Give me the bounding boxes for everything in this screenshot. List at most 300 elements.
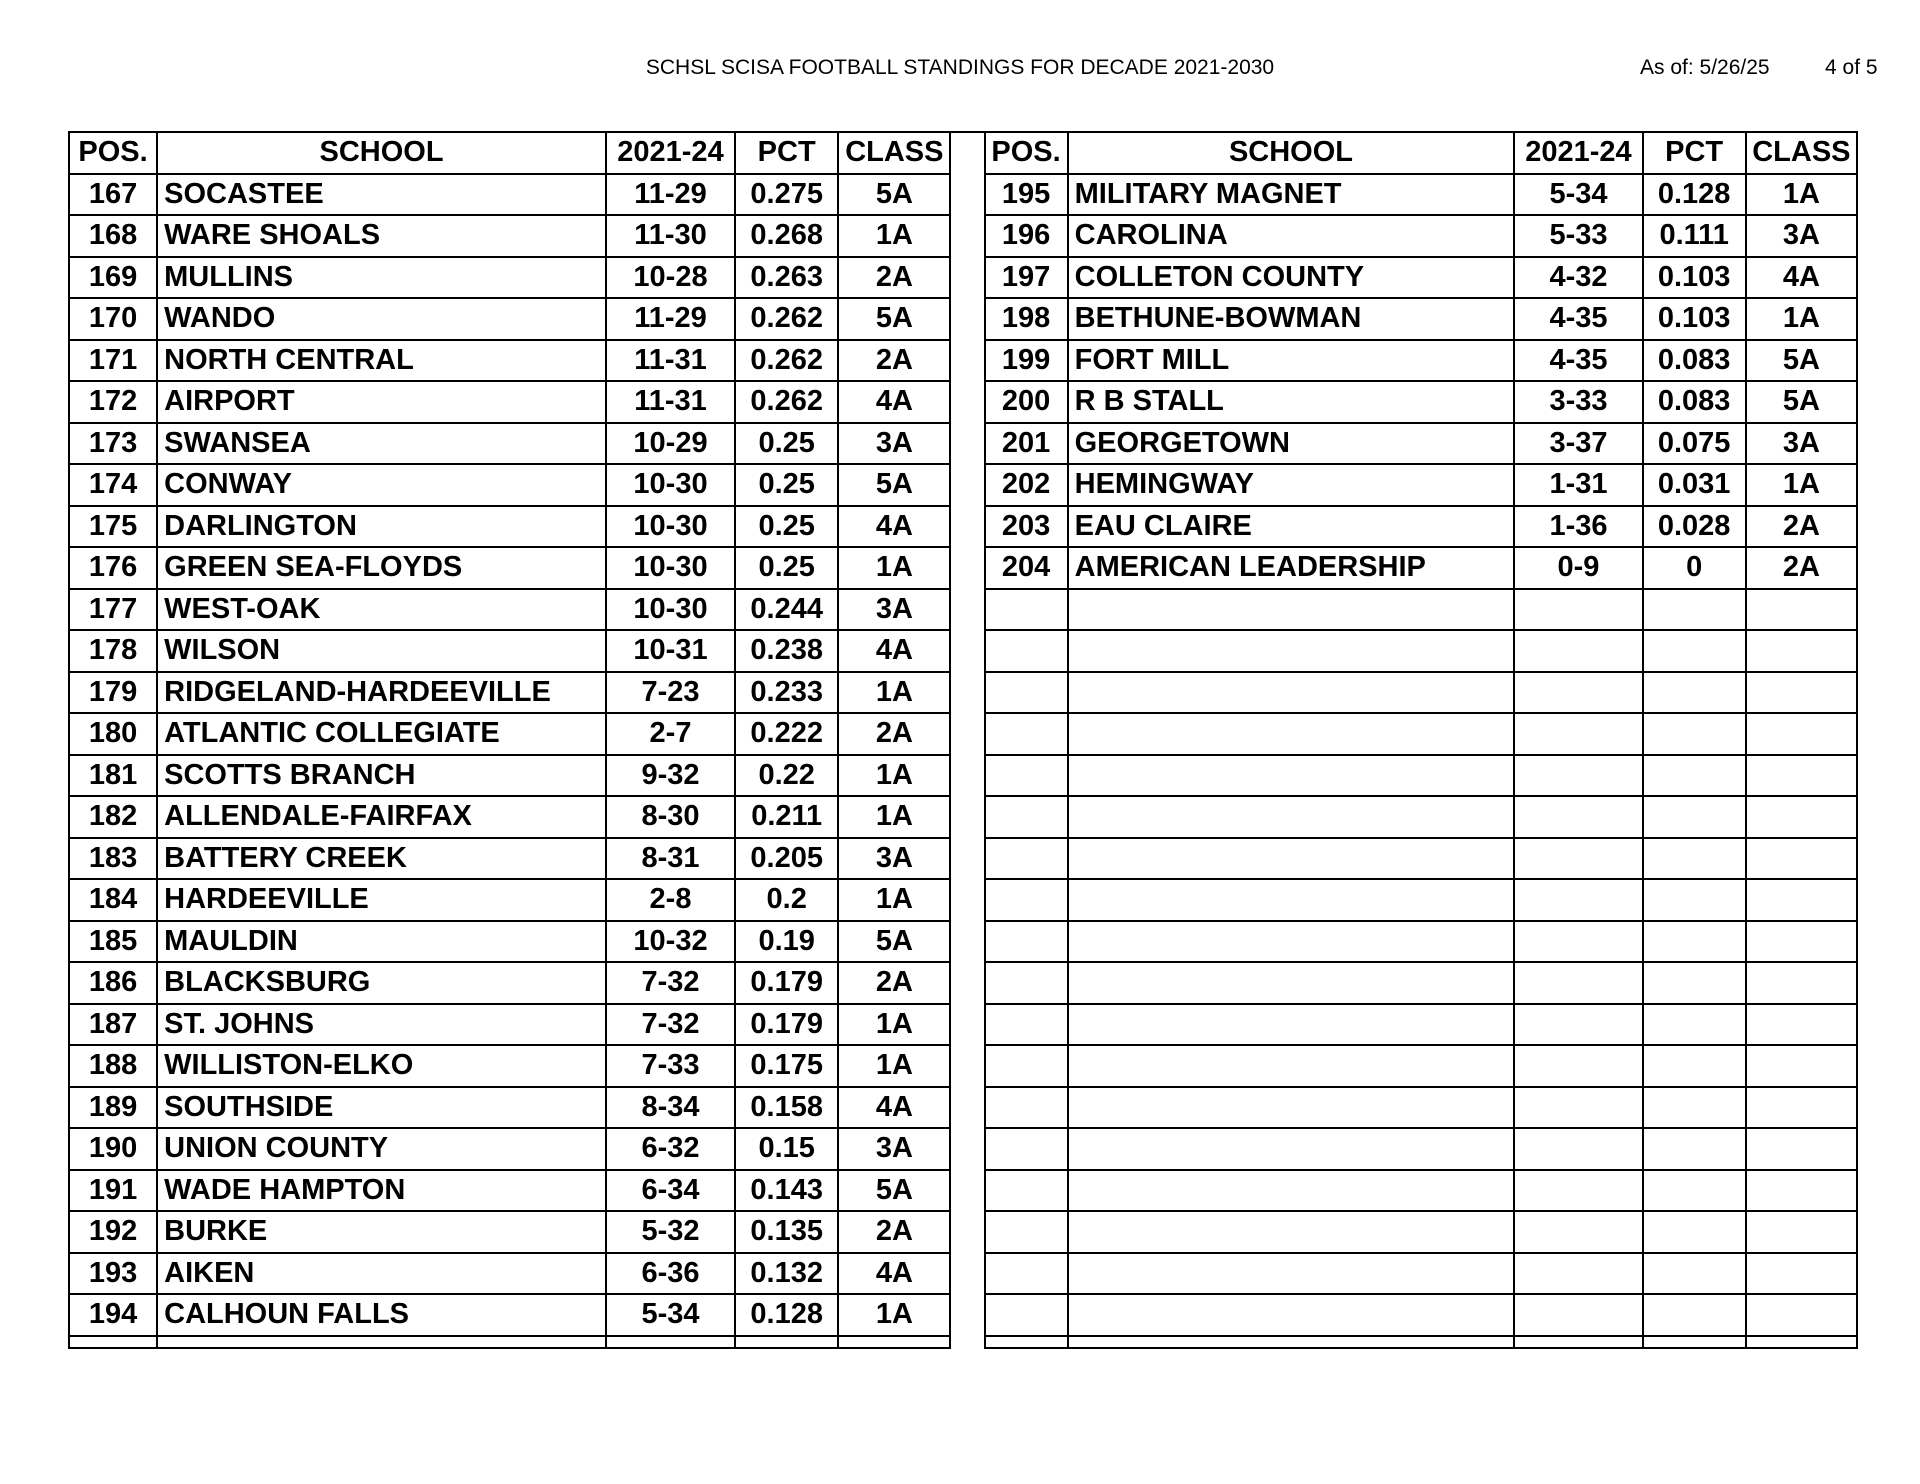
cell-pos — [985, 1087, 1068, 1129]
cell-school: COLLETON COUNTY — [1068, 257, 1515, 299]
table-row — [69, 630, 1857, 672]
cell-class: 1A — [1746, 464, 1857, 506]
cell-class: 2A — [838, 713, 950, 755]
cell-record: 4-32 — [1514, 257, 1642, 299]
cell-class — [1746, 1087, 1857, 1129]
cell-pos: 191 — [69, 1170, 157, 1212]
cell-pct: 0.25 — [735, 423, 838, 465]
cell-pct: 0.222 — [735, 713, 838, 755]
cell-pos: 174 — [69, 464, 157, 506]
cell-record: 7-32 — [606, 1004, 735, 1046]
cell-school — [1068, 1211, 1515, 1253]
cell-school — [1068, 1253, 1515, 1295]
cell-school: BETHUNE-BOWMAN — [1068, 298, 1515, 340]
cell-class: 4A — [838, 506, 950, 548]
cell-pct: 0.205 — [735, 838, 838, 880]
cell-class: 2A — [1746, 547, 1857, 589]
column-gap — [950, 589, 984, 631]
cell-school: RIDGELAND-HARDEEVILLE — [157, 672, 606, 714]
cell-record — [1514, 589, 1642, 631]
cell-class: 3A — [1746, 423, 1857, 465]
cell-record: 10-30 — [606, 547, 735, 589]
cell-school — [1068, 838, 1515, 880]
col-header-pos: POS. — [69, 132, 157, 174]
cell-school: HARDEEVILLE — [157, 879, 606, 921]
cell-pos: 203 — [985, 506, 1068, 548]
cell-pos: 180 — [69, 713, 157, 755]
cell-class: 1A — [838, 672, 950, 714]
footer-cell — [838, 1336, 950, 1348]
cell-class: 3A — [838, 423, 950, 465]
cell-pos: 184 — [69, 879, 157, 921]
column-gap — [950, 1087, 984, 1129]
cell-record — [1514, 672, 1642, 714]
table-row — [69, 1294, 1857, 1336]
cell-pos: 179 — [69, 672, 157, 714]
cell-pct: 0.179 — [735, 962, 838, 1004]
cell-school — [1068, 1170, 1515, 1212]
col-header-record: 2021-24 — [606, 132, 735, 174]
cell-class — [1746, 1211, 1857, 1253]
cell-school: HEMINGWAY — [1068, 464, 1515, 506]
cell-pct: 0.22 — [735, 755, 838, 797]
cell-record: 10-28 — [606, 257, 735, 299]
cell-pct: 0.158 — [735, 1087, 838, 1129]
column-gap — [950, 879, 984, 921]
column-gap — [950, 423, 984, 465]
cell-record — [1514, 755, 1642, 797]
column-gap — [950, 796, 984, 838]
cell-pct: 0.028 — [1643, 506, 1746, 548]
cell-pct — [1643, 1004, 1746, 1046]
cell-pct: 0.211 — [735, 796, 838, 838]
cell-pct: 0.233 — [735, 672, 838, 714]
cell-record: 4-35 — [1514, 298, 1642, 340]
cell-pos — [985, 879, 1068, 921]
table-footer-row — [69, 1336, 1857, 1348]
cell-class — [1746, 1128, 1857, 1170]
cell-record: 6-36 — [606, 1253, 735, 1295]
cell-pos — [985, 921, 1068, 963]
table-row — [69, 464, 1857, 506]
cell-pct: 0.111 — [1643, 215, 1746, 257]
cell-pct — [1643, 1087, 1746, 1129]
cell-pct: 0.263 — [735, 257, 838, 299]
column-gap — [950, 1004, 984, 1046]
footer-cell — [1643, 1336, 1746, 1348]
cell-class: 2A — [1746, 506, 1857, 548]
cell-pos — [985, 630, 1068, 672]
cell-school: CAROLINA — [1068, 215, 1515, 257]
column-gap — [950, 755, 984, 797]
column-gap — [950, 713, 984, 755]
cell-school: EAU CLAIRE — [1068, 506, 1515, 548]
column-gap — [950, 921, 984, 963]
table-row — [69, 1170, 1857, 1212]
cell-school: MULLINS — [157, 257, 606, 299]
cell-school: GREEN SEA-FLOYDS — [157, 547, 606, 589]
column-gap — [950, 132, 984, 174]
cell-pct: 0.268 — [735, 215, 838, 257]
cell-school: AMERICAN LEADERSHIP — [1068, 547, 1515, 589]
cell-record: 5-34 — [1514, 174, 1642, 216]
column-gap — [950, 672, 984, 714]
cell-pct — [1643, 1253, 1746, 1295]
cell-pct: 0.262 — [735, 381, 838, 423]
footer-cell — [1068, 1336, 1515, 1348]
cell-school: AIKEN — [157, 1253, 606, 1295]
cell-pos: 178 — [69, 630, 157, 672]
cell-record: 8-30 — [606, 796, 735, 838]
cell-class: 1A — [838, 547, 950, 589]
cell-school: ST. JOHNS — [157, 1004, 606, 1046]
cell-record: 5-34 — [606, 1294, 735, 1336]
cell-pos: 181 — [69, 755, 157, 797]
cell-school — [1068, 589, 1515, 631]
cell-pos — [985, 672, 1068, 714]
cell-school: CONWAY — [157, 464, 606, 506]
cell-pos: 190 — [69, 1128, 157, 1170]
table-row — [69, 1253, 1857, 1295]
cell-pos — [985, 1170, 1068, 1212]
cell-school — [1068, 921, 1515, 963]
table-row — [69, 257, 1857, 299]
cell-pos: 197 — [985, 257, 1068, 299]
page-title: SCHSL SCISA FOOTBALL STANDINGS FOR DECADE 2021-2030 — [645, 56, 1275, 79]
cell-record: 6-34 — [606, 1170, 735, 1212]
column-gap — [950, 1294, 984, 1336]
cell-school — [1068, 755, 1515, 797]
cell-pct: 0 — [1643, 547, 1746, 589]
cell-school: WARE SHOALS — [157, 215, 606, 257]
cell-pct: 0.031 — [1643, 464, 1746, 506]
cell-pos: 173 — [69, 423, 157, 465]
cell-pos: 177 — [69, 589, 157, 631]
cell-school: BATTERY CREEK — [157, 838, 606, 880]
cell-class: 1A — [838, 755, 950, 797]
cell-pct — [1643, 838, 1746, 880]
cell-class: 4A — [838, 1087, 950, 1129]
table-row — [69, 547, 1857, 589]
cell-pct: 0.238 — [735, 630, 838, 672]
cell-class: 1A — [838, 1045, 950, 1087]
cell-class: 5A — [838, 921, 950, 963]
cell-pct: 0.128 — [1643, 174, 1746, 216]
cell-school: WEST-OAK — [157, 589, 606, 631]
cell-pos: 194 — [69, 1294, 157, 1336]
cell-school: R B STALL — [1068, 381, 1515, 423]
cell-school: BURKE — [157, 1211, 606, 1253]
cell-class: 3A — [838, 1128, 950, 1170]
cell-school — [1068, 1294, 1515, 1336]
column-gap — [950, 174, 984, 216]
cell-pct: 0.083 — [1643, 381, 1746, 423]
column-gap — [950, 547, 984, 589]
cell-pos — [985, 962, 1068, 1004]
as-of-date: As of: 5/26/25 — [1640, 56, 1770, 79]
cell-pos: 170 — [69, 298, 157, 340]
cell-pct — [1643, 1170, 1746, 1212]
cell-school: SCOTTS BRANCH — [157, 755, 606, 797]
cell-record: 9-32 — [606, 755, 735, 797]
cell-pos — [985, 755, 1068, 797]
cell-pct — [1643, 1294, 1746, 1336]
cell-pct: 0.15 — [735, 1128, 838, 1170]
table-row — [69, 1128, 1857, 1170]
cell-record — [1514, 630, 1642, 672]
cell-pos: 186 — [69, 962, 157, 1004]
cell-class: 2A — [838, 257, 950, 299]
cell-record — [1514, 921, 1642, 963]
cell-pos — [985, 1294, 1068, 1336]
cell-pct: 0.262 — [735, 340, 838, 382]
cell-school — [1068, 630, 1515, 672]
cell-record: 10-29 — [606, 423, 735, 465]
cell-class — [1746, 755, 1857, 797]
cell-record — [1514, 1211, 1642, 1253]
cell-class: 2A — [838, 962, 950, 1004]
cell-pct — [1643, 921, 1746, 963]
column-gap — [950, 381, 984, 423]
cell-class: 5A — [838, 174, 950, 216]
cell-school: UNION COUNTY — [157, 1128, 606, 1170]
cell-pos: 193 — [69, 1253, 157, 1295]
footer-cell — [985, 1336, 1068, 1348]
cell-school: DARLINGTON — [157, 506, 606, 548]
cell-pct: 0.175 — [735, 1045, 838, 1087]
cell-class — [1746, 589, 1857, 631]
cell-class — [1746, 672, 1857, 714]
cell-school — [1068, 713, 1515, 755]
cell-class: 4A — [838, 381, 950, 423]
cell-record — [1514, 713, 1642, 755]
table-row — [69, 672, 1857, 714]
column-gap — [950, 838, 984, 880]
cell-record — [1514, 796, 1642, 838]
cell-pos: 196 — [985, 215, 1068, 257]
cell-class — [1746, 796, 1857, 838]
cell-class: 1A — [838, 1004, 950, 1046]
table-row — [69, 1211, 1857, 1253]
cell-record: 1-36 — [1514, 506, 1642, 548]
column-gap — [950, 340, 984, 382]
table-row — [69, 340, 1857, 382]
column-gap — [950, 298, 984, 340]
cell-pct — [1643, 796, 1746, 838]
cell-school: SWANSEA — [157, 423, 606, 465]
cell-class — [1746, 1045, 1857, 1087]
cell-class — [1746, 1253, 1857, 1295]
cell-pos — [985, 1128, 1068, 1170]
cell-pos — [985, 589, 1068, 631]
cell-record: 6-32 — [606, 1128, 735, 1170]
cell-record: 2-7 — [606, 713, 735, 755]
cell-record — [1514, 1170, 1642, 1212]
cell-pos: 185 — [69, 921, 157, 963]
cell-pct: 0.275 — [735, 174, 838, 216]
table-row — [69, 215, 1857, 257]
table-row — [69, 1087, 1857, 1129]
cell-record — [1514, 962, 1642, 1004]
cell-school: GEORGETOWN — [1068, 423, 1515, 465]
cell-pos: 167 — [69, 174, 157, 216]
cell-pct: 0.083 — [1643, 340, 1746, 382]
column-gap — [950, 1045, 984, 1087]
cell-pct: 0.25 — [735, 464, 838, 506]
cell-pos: 200 — [985, 381, 1068, 423]
cell-pos: 169 — [69, 257, 157, 299]
cell-pos: 202 — [985, 464, 1068, 506]
table-row — [69, 838, 1857, 880]
cell-school: WILSON — [157, 630, 606, 672]
col-header-record: 2021-24 — [1514, 132, 1642, 174]
table-row — [69, 1045, 1857, 1087]
cell-pct: 0.262 — [735, 298, 838, 340]
col-header-pct: PCT — [1643, 132, 1746, 174]
cell-pct — [1643, 1128, 1746, 1170]
cell-record: 8-34 — [606, 1087, 735, 1129]
footer-cell — [1746, 1336, 1857, 1348]
cell-class — [1746, 962, 1857, 1004]
cell-class — [1746, 1294, 1857, 1336]
cell-record — [1514, 1045, 1642, 1087]
cell-class — [1746, 713, 1857, 755]
cell-school: WADE HAMPTON — [157, 1170, 606, 1212]
cell-pct — [1643, 672, 1746, 714]
cell-record: 10-31 — [606, 630, 735, 672]
cell-school — [1068, 1128, 1515, 1170]
cell-school: SOCASTEE — [157, 174, 606, 216]
cell-pct: 0.143 — [735, 1170, 838, 1212]
cell-school: ALLENDALE-FAIRFAX — [157, 796, 606, 838]
cell-class: 4A — [1746, 257, 1857, 299]
cell-record — [1514, 1087, 1642, 1129]
cell-record: 7-33 — [606, 1045, 735, 1087]
cell-class: 1A — [838, 796, 950, 838]
col-header-class: CLASS — [1746, 132, 1857, 174]
cell-pos — [985, 1045, 1068, 1087]
cell-pct: 0.132 — [735, 1253, 838, 1295]
table-row — [69, 506, 1857, 548]
cell-school — [1068, 879, 1515, 921]
cell-school: BLACKSBURG — [157, 962, 606, 1004]
header-row — [69, 132, 1857, 174]
cell-class — [1746, 921, 1857, 963]
table-row — [69, 796, 1857, 838]
cell-school: AIRPORT — [157, 381, 606, 423]
cell-class: 5A — [1746, 340, 1857, 382]
cell-class: 2A — [838, 340, 950, 382]
column-gap — [950, 1336, 984, 1348]
table-row — [69, 589, 1857, 631]
cell-record — [1514, 1253, 1642, 1295]
cell-class — [1746, 879, 1857, 921]
cell-record: 2-8 — [606, 879, 735, 921]
cell-record: 11-30 — [606, 215, 735, 257]
cell-record: 5-33 — [1514, 215, 1642, 257]
cell-pos — [985, 796, 1068, 838]
cell-pos: 198 — [985, 298, 1068, 340]
cell-school — [1068, 1087, 1515, 1129]
cell-record: 7-32 — [606, 962, 735, 1004]
cell-class: 1A — [1746, 174, 1857, 216]
cell-class: 1A — [838, 879, 950, 921]
cell-pct — [1643, 755, 1746, 797]
cell-school — [1068, 796, 1515, 838]
cell-school: SOUTHSIDE — [157, 1087, 606, 1129]
footer-cell — [69, 1336, 157, 1348]
cell-pct: 0.103 — [1643, 257, 1746, 299]
cell-pos: 175 — [69, 506, 157, 548]
cell-record: 7-23 — [606, 672, 735, 714]
cell-pos: 199 — [985, 340, 1068, 382]
column-gap — [950, 506, 984, 548]
column-gap — [950, 962, 984, 1004]
cell-pct — [1643, 630, 1746, 672]
column-gap — [950, 1211, 984, 1253]
cell-class: 3A — [838, 838, 950, 880]
cell-pos: 187 — [69, 1004, 157, 1046]
cell-record: 5-32 — [606, 1211, 735, 1253]
cell-pos: 168 — [69, 215, 157, 257]
cell-pct: 0.244 — [735, 589, 838, 631]
cell-record: 1-31 — [1514, 464, 1642, 506]
cell-record: 11-29 — [606, 174, 735, 216]
cell-pct: 0.2 — [735, 879, 838, 921]
cell-class — [1746, 1170, 1857, 1212]
cell-pct: 0.179 — [735, 1004, 838, 1046]
footer-cell — [606, 1336, 735, 1348]
cell-pct: 0.135 — [735, 1211, 838, 1253]
cell-pct: 0.075 — [1643, 423, 1746, 465]
page-number: 4 of 5 — [1825, 56, 1878, 79]
cell-school: NORTH CENTRAL — [157, 340, 606, 382]
cell-class: 5A — [838, 1170, 950, 1212]
cell-record: 10-30 — [606, 506, 735, 548]
cell-record: 10-32 — [606, 921, 735, 963]
cell-class: 1A — [838, 215, 950, 257]
table-row — [69, 381, 1857, 423]
cell-record — [1514, 1294, 1642, 1336]
cell-pos — [985, 713, 1068, 755]
cell-record: 11-31 — [606, 381, 735, 423]
cell-class: 3A — [838, 589, 950, 631]
cell-pos: 183 — [69, 838, 157, 880]
cell-school: FORT MILL — [1068, 340, 1515, 382]
cell-class — [1746, 1004, 1857, 1046]
cell-pos: 189 — [69, 1087, 157, 1129]
col-header-class: CLASS — [838, 132, 950, 174]
cell-record: 8-31 — [606, 838, 735, 880]
cell-class: 1A — [838, 1294, 950, 1336]
column-gap — [950, 1128, 984, 1170]
cell-record — [1514, 1128, 1642, 1170]
cell-school: ATLANTIC COLLEGIATE — [157, 713, 606, 755]
cell-pos — [985, 838, 1068, 880]
cell-pct: 0.103 — [1643, 298, 1746, 340]
cell-pos: 182 — [69, 796, 157, 838]
cell-record: 3-33 — [1514, 381, 1642, 423]
column-gap — [950, 1170, 984, 1212]
cell-class: 1A — [1746, 298, 1857, 340]
cell-class: 4A — [838, 1253, 950, 1295]
footer-cell — [1514, 1336, 1642, 1348]
col-header-school: SCHOOL — [1068, 132, 1515, 174]
cell-pct: 0.25 — [735, 547, 838, 589]
standings-table — [68, 131, 1858, 1349]
cell-pct: 0.25 — [735, 506, 838, 548]
cell-record — [1514, 1004, 1642, 1046]
